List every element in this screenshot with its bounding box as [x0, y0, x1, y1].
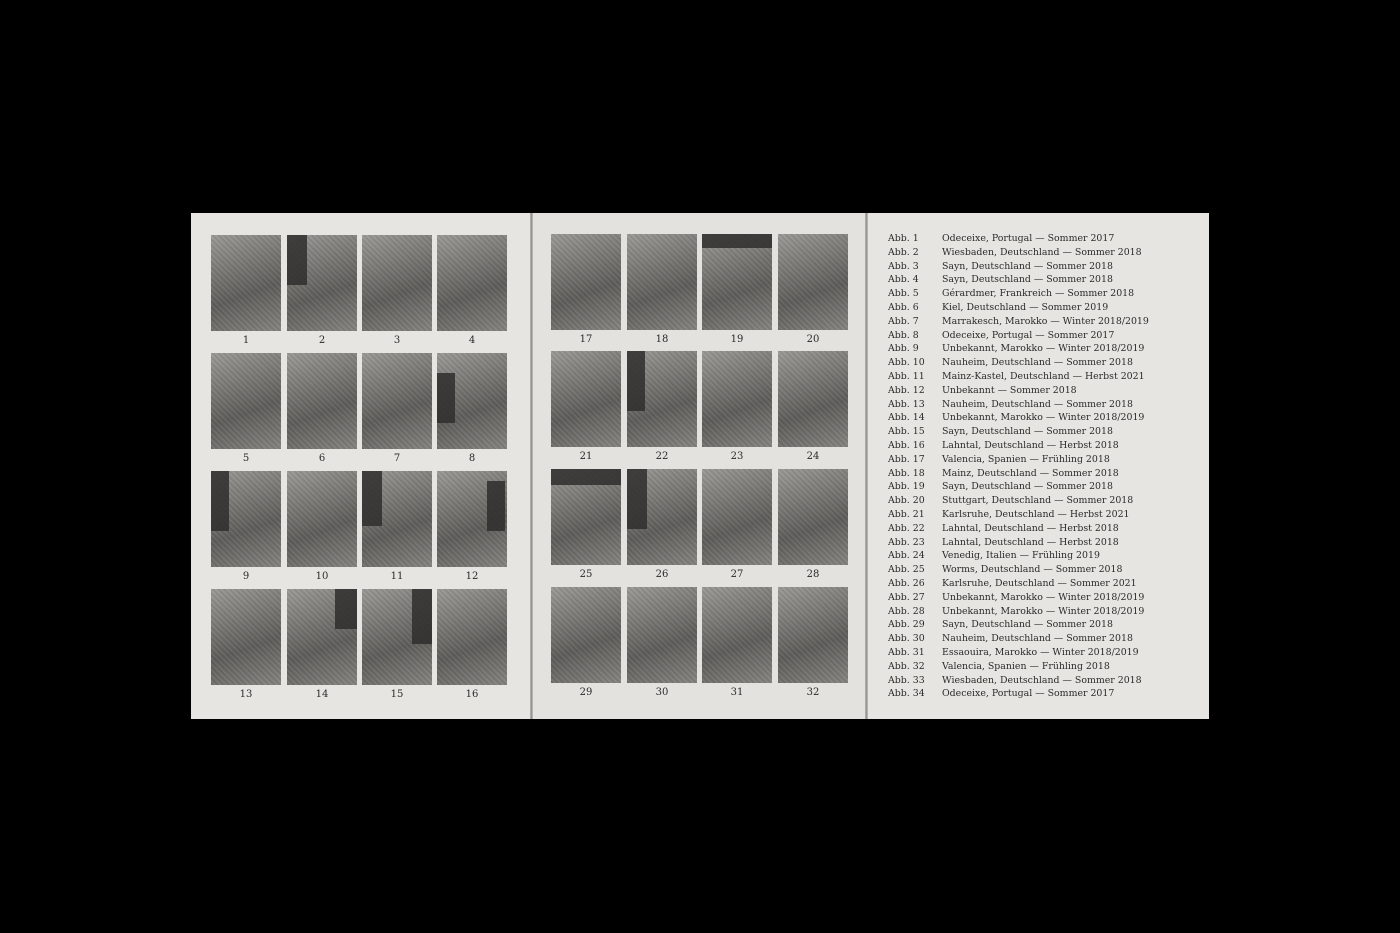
- photo-number: 10: [315, 571, 329, 582]
- overlay-block: [362, 471, 382, 526]
- caption-text: Nauheim, Deutschland — Sommer 2018: [942, 398, 1133, 410]
- caption-row: [888, 370, 1188, 384]
- caption-text: Unbekannt, Marokko — Winter 2018/2019: [942, 412, 1145, 424]
- middle-photo-grid: [533, 213, 866, 719]
- caption-text: Odeceixe, Portugal — Sommer 2017: [942, 233, 1115, 244]
- caption-abb: Abb. 26: [888, 577, 925, 589]
- caption-text: Karlsruhe, Deutschland — Sommer 2021: [942, 577, 1137, 589]
- left-page: [191, 213, 531, 719]
- caption-text: Sayn, Deutschland — Sommer 2018: [942, 260, 1113, 272]
- photo-thumbnail: [627, 587, 697, 683]
- caption-abb: Abb. 2: [888, 246, 919, 258]
- caption-abb: Abb. 9: [888, 343, 919, 355]
- caption-text: Lahntal, Deutschland — Herbst 2018: [942, 439, 1119, 451]
- caption-abb: Abb. 33: [888, 674, 925, 686]
- photo-thumbnail: [702, 587, 772, 683]
- photo-number: 9: [242, 571, 250, 582]
- photo-number: 1: [242, 335, 250, 346]
- photo-thumbnail: [437, 235, 507, 331]
- caption-abb: Abb. 21: [888, 508, 925, 520]
- caption-row: [888, 260, 1188, 274]
- caption-text: Mainz-Kastel, Deutschland — Herbst 2021: [942, 370, 1145, 382]
- caption-text: Odeceixe, Portugal — Sommer 2017: [942, 329, 1115, 341]
- caption-text: Unbekannt, Marokko — Winter 2018/2019: [942, 605, 1145, 617]
- caption-row: [888, 660, 1188, 674]
- caption-abb: Abb. 11: [888, 370, 925, 382]
- middle-page: [533, 213, 866, 719]
- caption-text: Unbekannt, Marokko — Winter 2018/2019: [942, 343, 1145, 355]
- photo-thumbnail: [778, 351, 848, 447]
- photo-number: 22: [655, 451, 669, 462]
- photo-number: 32: [806, 687, 820, 698]
- photo-number: 30: [655, 687, 669, 698]
- caption-text: Nauheim, Deutschland — Sommer 2018: [942, 357, 1133, 369]
- caption-abb: Abb. 30: [888, 633, 925, 645]
- caption-abb: Abb. 7: [888, 315, 919, 327]
- caption-row: [888, 632, 1188, 646]
- photo-thumbnail: [211, 235, 281, 331]
- overlay-block: [287, 235, 307, 285]
- photo-thumbnail: [778, 234, 848, 330]
- photo-number: 6: [318, 453, 326, 464]
- caption-abb: Abb. 27: [888, 591, 925, 603]
- photo-number: 16: [465, 689, 479, 700]
- photo-thumbnail: [702, 234, 772, 330]
- caption-row: [888, 549, 1188, 563]
- photo-thumbnail: [362, 235, 432, 331]
- photo-number: 12: [465, 571, 479, 582]
- caption-text: Lahntal, Deutschland — Herbst 2018: [942, 536, 1119, 548]
- photo-thumbnail: [362, 353, 432, 449]
- caption-abb: Abb. 5: [888, 288, 919, 300]
- photo-thumbnail: [437, 589, 507, 685]
- caption-text: Kiel, Deutschland — Sommer 2019: [942, 301, 1109, 313]
- caption-row: [888, 398, 1188, 412]
- photo-number: 31: [730, 687, 744, 698]
- photo-number: 21: [579, 451, 593, 462]
- caption-abb: Abb. 15: [888, 426, 925, 438]
- caption-text: Sayn, Deutschland — Sommer 2018: [942, 481, 1113, 493]
- caption-text: Wiesbaden, Deutschland — Sommer 2018: [942, 674, 1142, 686]
- photo-number: 27: [730, 569, 744, 580]
- caption-abb: Abb. 10: [888, 357, 925, 369]
- caption-row: [888, 273, 1188, 287]
- caption-abb: Abb. 23: [888, 536, 925, 548]
- photo-thumbnail: [551, 469, 621, 565]
- caption-row: [888, 494, 1188, 508]
- overlay-block: [487, 481, 505, 531]
- photo-number: 11: [390, 571, 404, 582]
- photo-thumbnail: [551, 587, 621, 683]
- caption-row: [888, 246, 1188, 260]
- photo-number: 20: [806, 334, 820, 345]
- photo-number: 19: [730, 334, 744, 345]
- caption-row: [888, 536, 1188, 550]
- caption-row: [888, 674, 1188, 688]
- caption-abb: Abb. 1: [888, 233, 919, 244]
- caption-abb: Abb. 4: [888, 274, 919, 286]
- photo-thumbnail: [287, 235, 357, 331]
- caption-text: Lahntal, Deutschland — Herbst 2018: [942, 522, 1119, 534]
- caption-text: Unbekannt, Marokko — Winter 2018/2019: [942, 591, 1145, 603]
- caption-abb: Abb. 20: [888, 495, 925, 507]
- photo-thumbnail: [627, 469, 697, 565]
- photo-thumbnail: [211, 353, 281, 449]
- caption-abb: Abb. 29: [888, 619, 925, 631]
- photo-thumbnail: [627, 234, 697, 330]
- photo-number: 29: [579, 687, 593, 698]
- caption-row: [888, 563, 1188, 577]
- photo-number: 14: [315, 689, 329, 700]
- caption-row: [888, 232, 1188, 246]
- overlay-block: [437, 373, 455, 423]
- caption-abb: Abb. 34: [888, 688, 925, 700]
- caption-abb: Abb. 22: [888, 522, 925, 534]
- caption-row: [888, 508, 1188, 522]
- caption-text: Venedig, Italien — Frühling 2019: [942, 550, 1100, 562]
- caption-list: [888, 232, 1188, 701]
- caption-row: [888, 384, 1188, 398]
- photo-thumbnail: [778, 587, 848, 683]
- caption-text: Wiesbaden, Deutschland — Sommer 2018: [942, 246, 1142, 258]
- caption-text: Odeceixe, Portugal — Sommer 2017: [942, 688, 1115, 700]
- caption-text: Stuttgart, Deutschland — Sommer 2018: [942, 495, 1134, 507]
- caption-text: Sayn, Deutschland — Sommer 2018: [942, 619, 1113, 631]
- caption-row: [888, 577, 1188, 591]
- caption-text: Gérardmer, Frankreich — Sommer 2018: [942, 288, 1135, 300]
- caption-abb: Abb. 19: [888, 481, 925, 493]
- photo-number: 26: [655, 569, 669, 580]
- caption-row: [888, 425, 1188, 439]
- photo-number: 3: [393, 335, 401, 346]
- caption-row: [888, 591, 1188, 605]
- caption-text: Worms, Deutschland — Sommer 2018: [942, 564, 1123, 576]
- caption-text: Marrakesch, Marokko — Winter 2018/2019: [942, 315, 1149, 327]
- overlay-block: [627, 351, 645, 411]
- caption-abb: Abb. 18: [888, 467, 925, 479]
- photo-number: 23: [730, 451, 744, 462]
- photo-number: 18: [655, 334, 669, 345]
- caption-row: [888, 301, 1188, 315]
- caption-row: [888, 522, 1188, 536]
- caption-row: [888, 342, 1188, 356]
- caption-row: [888, 467, 1188, 481]
- photo-thumbnail: [287, 471, 357, 567]
- photo-number: 17: [579, 334, 593, 345]
- photo-thumbnail: [437, 353, 507, 449]
- caption-row: [888, 480, 1188, 494]
- photo-thumbnail: [627, 351, 697, 447]
- caption-abb: Abb. 32: [888, 660, 925, 672]
- caption-row: [888, 287, 1188, 301]
- caption-text: Sayn, Deutschland — Sommer 2018: [942, 274, 1113, 286]
- photo-number: 24: [806, 451, 820, 462]
- photo-number: 4: [468, 335, 476, 346]
- overlay-block: [211, 471, 229, 531]
- photo-thumbnail: [551, 234, 621, 330]
- caption-text: Nauheim, Deutschland — Sommer 2018: [942, 633, 1133, 645]
- caption-abb: Abb. 24: [888, 550, 925, 562]
- photo-number: 7: [393, 453, 401, 464]
- caption-row: [888, 439, 1188, 453]
- photo-thumbnail: [551, 351, 621, 447]
- photo-thumbnail: [778, 469, 848, 565]
- photo-thumbnail: [437, 471, 507, 567]
- caption-text: Essaouira, Marokko — Winter 2018/2019: [942, 646, 1139, 658]
- caption-abb: Abb. 6: [888, 301, 919, 313]
- caption-abb: Abb. 17: [888, 453, 925, 465]
- photo-thumbnail: [702, 351, 772, 447]
- caption-abb: Abb. 13: [888, 398, 925, 410]
- caption-row: [888, 453, 1188, 467]
- photo-number: 5: [242, 453, 250, 464]
- caption-row: [888, 329, 1188, 343]
- caption-row: [888, 646, 1188, 660]
- caption-text: Sayn, Deutschland — Sommer 2018: [942, 426, 1113, 438]
- caption-abb: Abb. 12: [888, 384, 925, 396]
- overlay-block: [335, 589, 357, 629]
- caption-abb: Abb. 31: [888, 646, 925, 658]
- caption-abb: Abb. 3: [888, 260, 919, 272]
- caption-abb: Abb. 14: [888, 412, 925, 424]
- caption-row: [888, 618, 1188, 632]
- caption-abb: Abb. 8: [888, 329, 919, 341]
- caption-abb: Abb. 28: [888, 605, 925, 617]
- right-page: [868, 213, 1209, 719]
- caption-text: Valencia, Spanien — Frühling 2018: [942, 660, 1110, 672]
- caption-text: Mainz, Deutschland — Sommer 2018: [942, 467, 1119, 479]
- caption-abb: Abb. 16: [888, 439, 925, 451]
- photo-thumbnail: [211, 589, 281, 685]
- overlay-block: [702, 234, 772, 248]
- caption-abb: Abb. 25: [888, 564, 925, 576]
- left-photo-grid: [191, 213, 531, 719]
- photo-thumbnail: [702, 469, 772, 565]
- photo-thumbnail: [211, 471, 281, 567]
- overlay-block: [551, 469, 621, 485]
- photo-number: 25: [579, 569, 593, 580]
- caption-text: Valencia, Spanien — Frühling 2018: [942, 453, 1110, 465]
- caption-text: Karlsruhe, Deutschland — Herbst 2021: [942, 508, 1130, 520]
- caption-row: [888, 356, 1188, 370]
- photo-number: 28: [806, 569, 820, 580]
- overlay-block: [412, 589, 432, 644]
- caption-row: [888, 411, 1188, 425]
- photo-number: 2: [318, 335, 326, 346]
- caption-row: [888, 315, 1188, 329]
- photo-thumbnail: [362, 589, 432, 685]
- photo-thumbnail: [287, 589, 357, 685]
- photo-number: 8: [468, 453, 476, 464]
- photo-number: 15: [390, 689, 404, 700]
- overlay-block: [627, 469, 647, 529]
- caption-row: [888, 605, 1188, 619]
- photo-number: 13: [239, 689, 253, 700]
- photo-thumbnail: [362, 471, 432, 567]
- caption-text: Unbekannt — Sommer 2018: [942, 384, 1077, 396]
- photo-thumbnail: [287, 353, 357, 449]
- caption-row: [888, 687, 1188, 701]
